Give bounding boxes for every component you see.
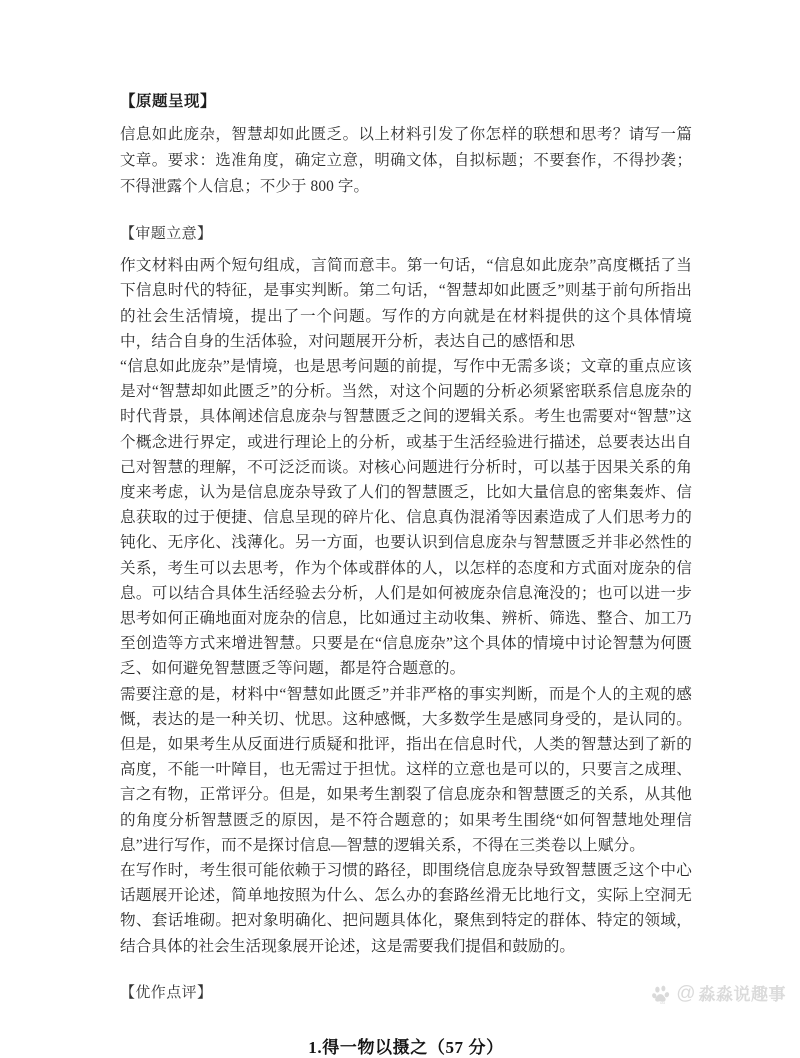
section-original-prompt [120,92,692,200]
svg-text:du: du [660,1000,666,1005]
section-heading-original-prompt: 【原题呈现】 [120,93,217,110]
essay-title: 1.得一物以摄之（57 分） [308,1038,504,1058]
watermark-at-symbol: @ [676,983,696,1004]
section-heading-excellent-works: 【优作点评】 [120,984,213,1001]
section-spacer-2 [120,959,692,983]
analysis-paragraph-4: 在写作时，考生很可能依赖于习惯的路径，即围绕信息庞杂导致智慧匮乏这个中心话题展开论述，简单地按照为什么、怎么办的套路丝滑无比地行文，实际上空洞无物、套话堆砌。把对象明确化、把问题具体化，聚焦到特定的群体、特定的领域，结合具体的社会生活现象展开论述，这是需要我们提倡和鼓励的。 [120,862,692,955]
watermark-account-name: 淼淼说趣事 [698,985,786,1004]
baidu-paw-icon [652,984,673,1005]
section-heading-topic-analysis: 【审题立意】 [120,225,213,242]
analysis-paragraph-3: 需要注意的是，材料中“智慧如此匮乏”并非严格的事实判断，而是个人的主观的感慨，表达的是一种关切、忧思。这种感慨，大多数学生是感同身受的，是认同的。但是，如果考生从反面进行质疑和批评，指出在信息时代，人类的智慧达到了新的高度，不能一叶障目，也无需过于担忧。这样的立意也是可以的，只要言之成理、言之有物，正常评分。但是，如果考生割裂了信息庞杂和智慧匮乏的关系，从其他的角度分析智慧匮乏的原因，是不符合题意的；如果考生围绕“如何智慧地处理信息”进行写作，而不是探讨信息—智慧的逻辑关系，不得在三类卷以上赋分。 [120,685,692,854]
analysis-paragraph-1: 作文材料由两个短句组成，言简而意丰。第一句话，“信息如此庞杂”高度概括了当下信息时代的特征，是事实判断。第二句话，“智慧却如此匮乏”则基于前句所指出的社会生活情境，提出了一个问题。写作的方向就是在材料提供的这个具体情境中，结合自身的生活体验，对问题展开分析，表达自己的感悟和思 [120,257,692,350]
analysis-paragraph-2: “信息如此庞杂”是情境，也是思考问题的前提，写作中无需多谈；文章的重点应该是对“智慧却如此匮乏”的分析。当然，对这个问题的分析必须紧密联系信息庞杂的时代背景，具体阐述信息庞杂与智慧匮乏之间的逻辑关系。考生也需要对“智慧”这个概念进行界定，或进行理论上的分析，或基于生活经验进行描述，总要表达出自己对智慧的理解，不可泛泛而谈。对核心问题进行分析时，可以基于因果关系的角度来考虑，认为是信息庞杂导致了人们的智慧匮乏，比如大量信息的密集轰炸、信息获取的过于便捷、信息呈现的碎片化、信息真伪混淆等因素造成了人们思考力的钝化、无序化、浅薄化。另一方面，也要认识到信息庞杂与智慧匮乏并非必然性的关系，考生可以去思考，作为个体或群体的人，以怎样的态度和方式面对庞杂的信息。可以结合具体生活经验去分析，人们是如何被庞杂信息淹没的；也可以进一步思考如何正确地面对庞杂的信息，比如通过主动收集、辨析、筛选、整合、加工乃至创造等方式来增进智慧。只要是在“信息庞杂”这个具体的情境中讨论智慧为何匮乏、如何避免智慧匮乏等问题，都是符合题意的。 [120,357,692,678]
section-excellent-works-review [120,983,692,1003]
section-topic-analysis [120,224,692,959]
prompt-paragraph: 信息如此庞杂，智慧却如此匮乏。以上材料引发了你怎样的联想和思考？请写一篇文章。要求：选准角度，确定立意，明确文体，自拟标题；不要套作，不得抄袭；不得泄露个人信息；不少于 800 字。 [120,125,692,195]
section-spacer [120,200,692,224]
watermark [652,984,786,1005]
document-content [120,92,692,1058]
